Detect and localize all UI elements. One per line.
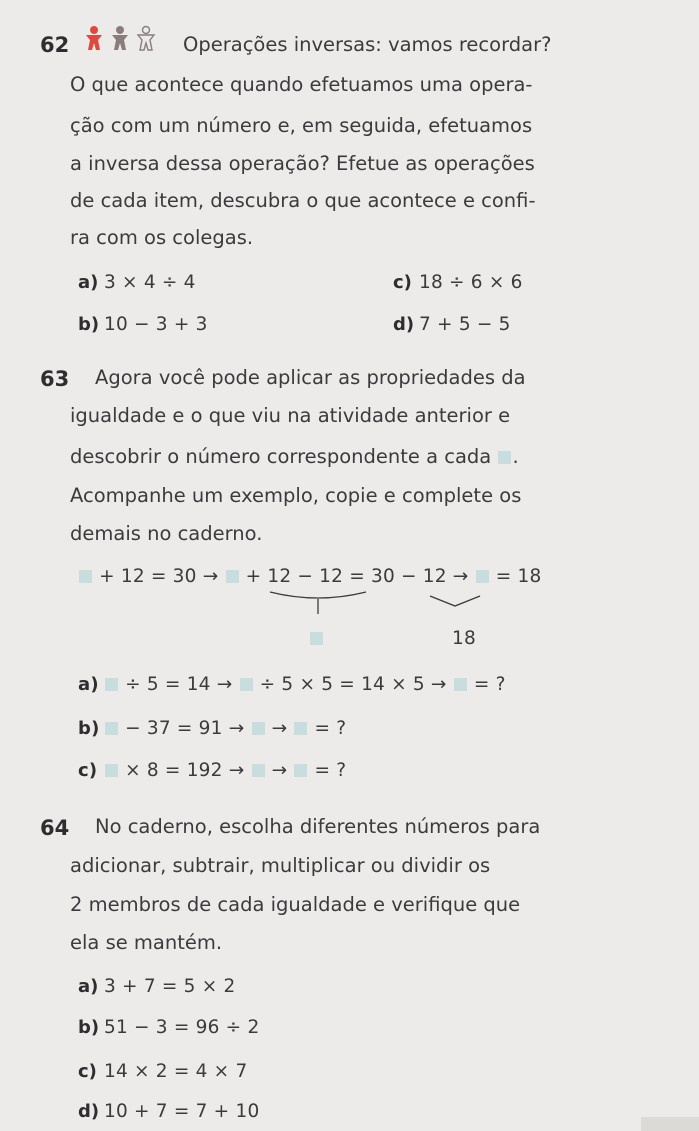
q62-item-b	[78, 314, 208, 335]
item-label: b)	[78, 1017, 100, 1038]
q62-item-c	[393, 272, 523, 293]
q64-item-d	[78, 1101, 259, 1122]
q63-item-b	[78, 718, 346, 739]
item-part-3: = ?	[473, 674, 506, 695]
item-part-1: − 37 = 91 →	[125, 718, 245, 739]
example-part-2: + 12 − 12 = 30 − 12 →	[245, 566, 469, 587]
q64-text-line: No caderno, escolha diferentes números para	[95, 815, 541, 838]
item-expression: 51 − 3 = 96 ÷ 2	[104, 1017, 260, 1038]
item-part-2: →	[271, 760, 288, 781]
item-expression: 14 × 2 = 4 × 7	[104, 1061, 248, 1082]
q64-item-b	[78, 1017, 259, 1038]
example-braces	[240, 590, 500, 620]
item-label: a)	[78, 272, 99, 293]
item-label: a)	[78, 976, 99, 997]
item-label: a)	[78, 674, 99, 695]
answer-box	[252, 764, 265, 777]
item-expression: 7 + 5 − 5	[419, 314, 511, 335]
item-label: b)	[78, 314, 100, 335]
q62-text-line: O que acontece quando efetuamos uma opera-	[70, 73, 533, 96]
example-part-1: + 12 = 30 →	[99, 566, 219, 587]
answer-box	[252, 722, 265, 735]
answer-box	[310, 632, 323, 645]
q63-text-line: igualdade e o que viu na atividade anterior e	[70, 404, 511, 427]
item-expression: 3 × 4 ÷ 4	[104, 272, 196, 293]
item-expression: 10 − 3 + 3	[104, 314, 208, 335]
q62-text-line: de cada item, descubra o que acontece e confi-	[70, 189, 536, 212]
answer-box	[105, 764, 118, 777]
q63-text-line: demais no caderno.	[70, 522, 263, 545]
q62-item-d	[393, 314, 511, 335]
answer-box	[105, 722, 118, 735]
q63-item-c	[78, 760, 346, 781]
answer-box	[79, 570, 92, 583]
q62-number: 62	[40, 33, 70, 57]
item-label: d)	[393, 314, 415, 335]
q62-title: Operações inversas: vamos recordar?	[183, 33, 552, 56]
item-expression: 18 ÷ 6 × 6	[419, 272, 523, 293]
answer-box	[240, 678, 253, 691]
item-label: c)	[78, 760, 98, 781]
q63-text-line: Agora você pode aplicar as propriedades da	[95, 366, 526, 389]
line-period: .	[512, 445, 519, 468]
item-part-2: ÷ 5 × 5 = 14 × 5 →	[259, 674, 447, 695]
q64-text-line: ela se mantém.	[70, 931, 223, 954]
item-part-3: = ?	[314, 760, 347, 781]
q63-item-a	[78, 674, 506, 695]
q63-number: 63	[40, 367, 70, 391]
q64-item-c	[78, 1061, 247, 1082]
answer-box	[498, 451, 511, 464]
example-part-3: = 18	[495, 566, 542, 587]
answer-box	[294, 722, 307, 735]
item-part-1: ÷ 5 = 14 →	[125, 674, 233, 695]
difficulty-people-icon	[80, 25, 172, 51]
item-label: c)	[393, 272, 412, 293]
q64-number: 64	[40, 816, 70, 840]
answer-box	[226, 570, 239, 583]
q63-text-line: Acompanhe um exemplo, copie e complete os	[70, 484, 522, 507]
item-part-3: = ?	[314, 718, 347, 739]
item-label: b)	[78, 718, 100, 739]
item-part-2: →	[271, 718, 288, 739]
item-part-1: × 8 = 192 →	[125, 760, 245, 781]
q63-text-line: descobrir o número correspondente a cada	[70, 445, 492, 468]
q62-item-a	[78, 272, 196, 293]
q62-text-line: ção com um número e, em seguida, efetuamos	[70, 114, 533, 137]
example-result-box	[309, 629, 324, 648]
q64-item-a	[78, 976, 235, 997]
answer-box	[294, 764, 307, 777]
q63-text-line-3	[70, 447, 519, 467]
item-label: c)	[78, 1061, 97, 1082]
item-expression: 10 + 7 = 7 + 10	[104, 1101, 260, 1122]
q62-text-line: a inversa dessa operação? Efetue as operações	[70, 152, 535, 175]
item-expression: 3 + 7 = 5 × 2	[104, 976, 236, 997]
answer-box	[454, 678, 467, 691]
answer-box	[105, 678, 118, 691]
page-corner-shade	[641, 1117, 699, 1131]
q62-text-line: ra com os colegas.	[70, 226, 254, 249]
q64-text-line: 2 membros de cada igualdade e verifique que	[70, 893, 521, 916]
answer-box	[476, 570, 489, 583]
q64-text-line: adicionar, subtrair, multiplicar ou dividir os	[70, 854, 491, 877]
item-label: d)	[78, 1101, 100, 1122]
q63-example	[78, 566, 541, 587]
example-result: 18	[452, 628, 476, 649]
